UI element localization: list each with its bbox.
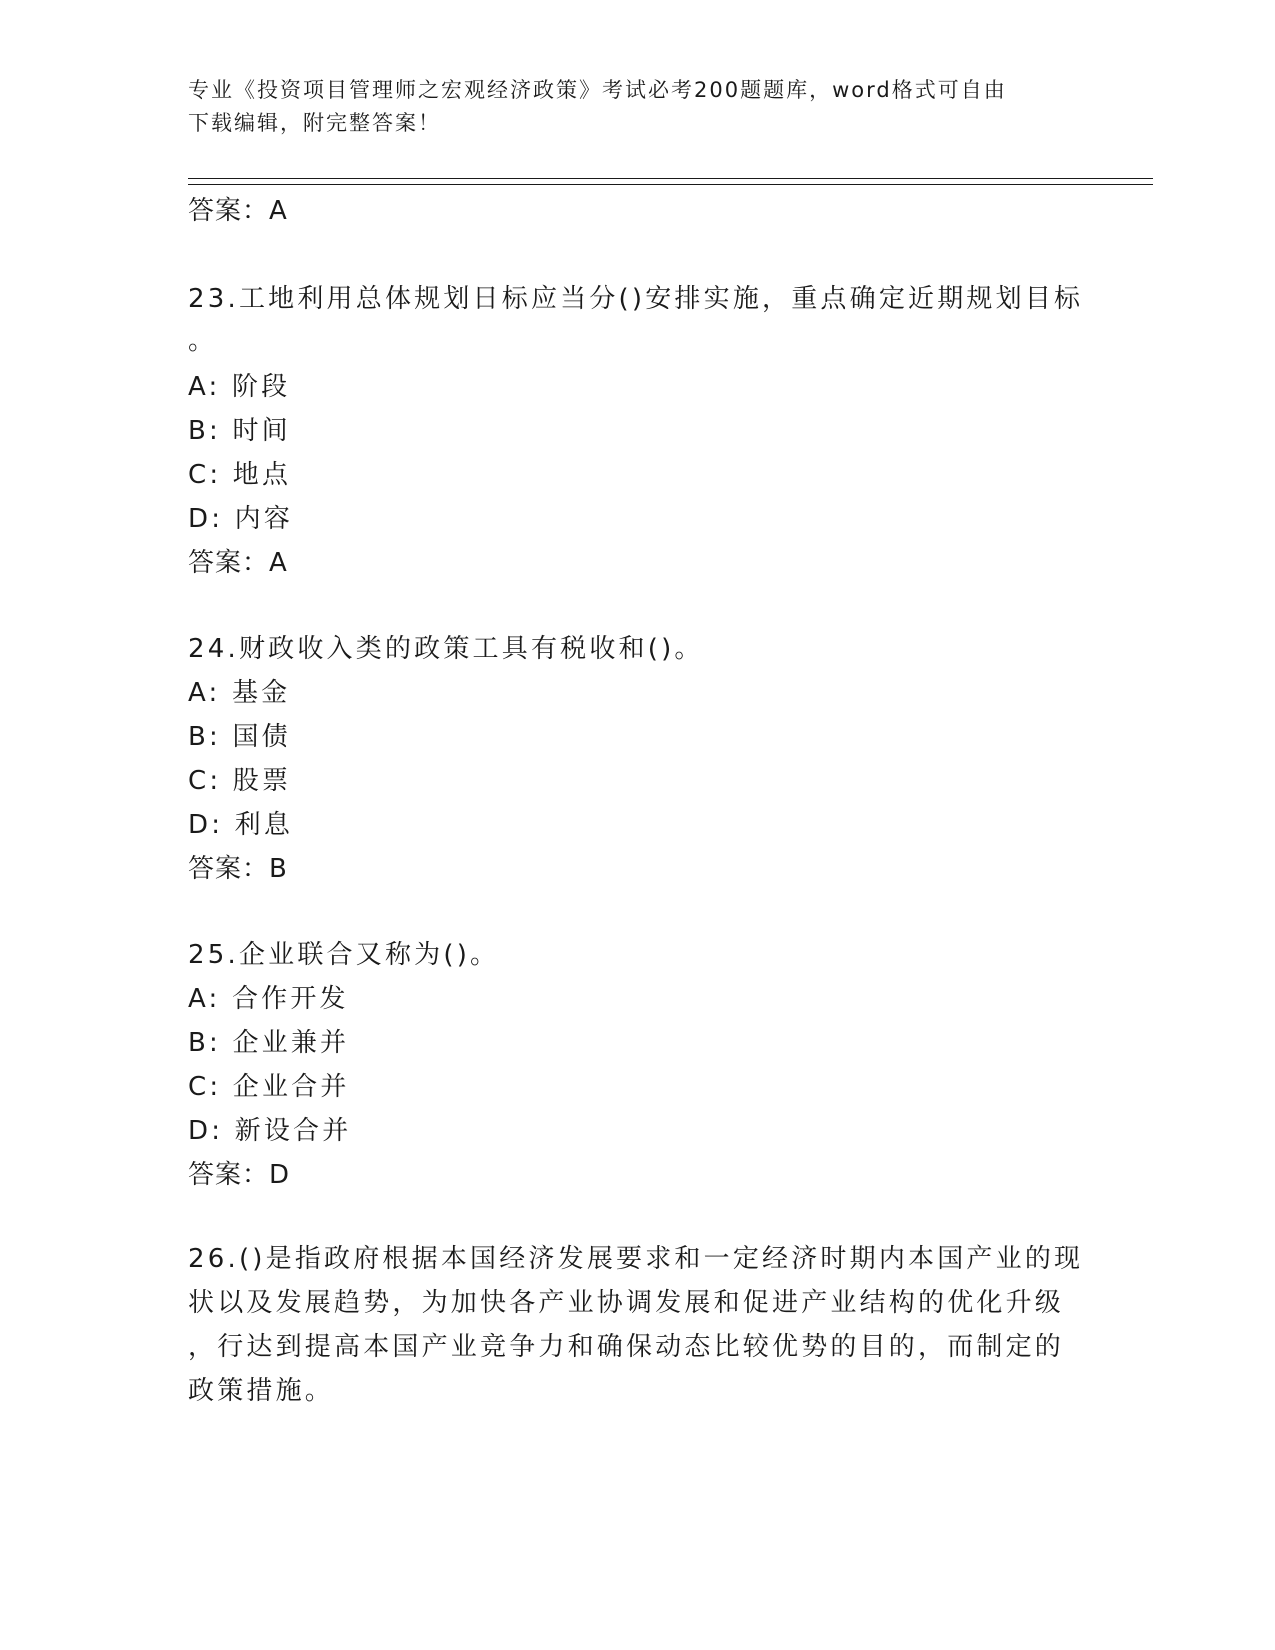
question-25-option-d: D: 新设合并 (188, 1116, 352, 1146)
answer-24: 答案：B (188, 854, 288, 884)
question-26-stem-line-2: 状以及发展趋势，为加快各产业协调发展和促进产业结构的优化升级 (188, 1288, 1065, 1318)
question-26-stem-line-3: ，行达到提高本国产业竞争力和确保动态比较优势的目的，而制定的 (188, 1332, 1065, 1362)
header-line-1: 专业《投资项目管理师之宏观经济政策》考试必考200题题库，word格式可自由 (188, 78, 1007, 102)
question-24-option-a: A: 基金 (188, 678, 291, 708)
question-26-stem-line-1: 26.()是指政府根据本国经济发展要求和一定经济时期内本国产业的现 (188, 1244, 1084, 1274)
question-23-option-b: B: 时间 (188, 416, 291, 446)
answer-23: 答案：A (188, 548, 288, 578)
question-23-option-c: C: 地点 (188, 460, 292, 490)
question-23-option-a: A: 阶段 (188, 372, 291, 402)
question-25-option-b: B: 企业兼并 (188, 1028, 350, 1058)
document-header (188, 74, 1068, 140)
question-25-stem: 25.企业联合又称为()。 (188, 940, 500, 970)
question-24-option-b: B: 国债 (188, 722, 291, 752)
header-divider-bottom (188, 184, 1153, 185)
question-23-option-d: D: 内容 (188, 504, 294, 534)
question-26-stem-line-4: 政策措施。 (188, 1376, 335, 1406)
question-23-stem-line-2: 。 (188, 326, 218, 356)
question-25-option-c: C: 企业合并 (188, 1072, 350, 1102)
question-24-stem: 24.财政收入类的政策工具有税收和()。 (188, 634, 704, 664)
question-24-option-c: C: 股票 (188, 766, 292, 796)
question-25-option-a: A: 合作开发 (188, 984, 349, 1014)
question-24-option-d: D: 利息 (188, 810, 294, 840)
answer-25: 答案：D (188, 1160, 291, 1190)
header-line-2: 下载编辑，附完整答案！ (188, 111, 441, 135)
header-divider-top (188, 178, 1153, 179)
answer-22: 答案：A (188, 196, 288, 226)
question-23-stem-line-1: 23.工地利用总体规划日标应当分()安排实施，重点确定近期规划目标 (188, 284, 1084, 314)
